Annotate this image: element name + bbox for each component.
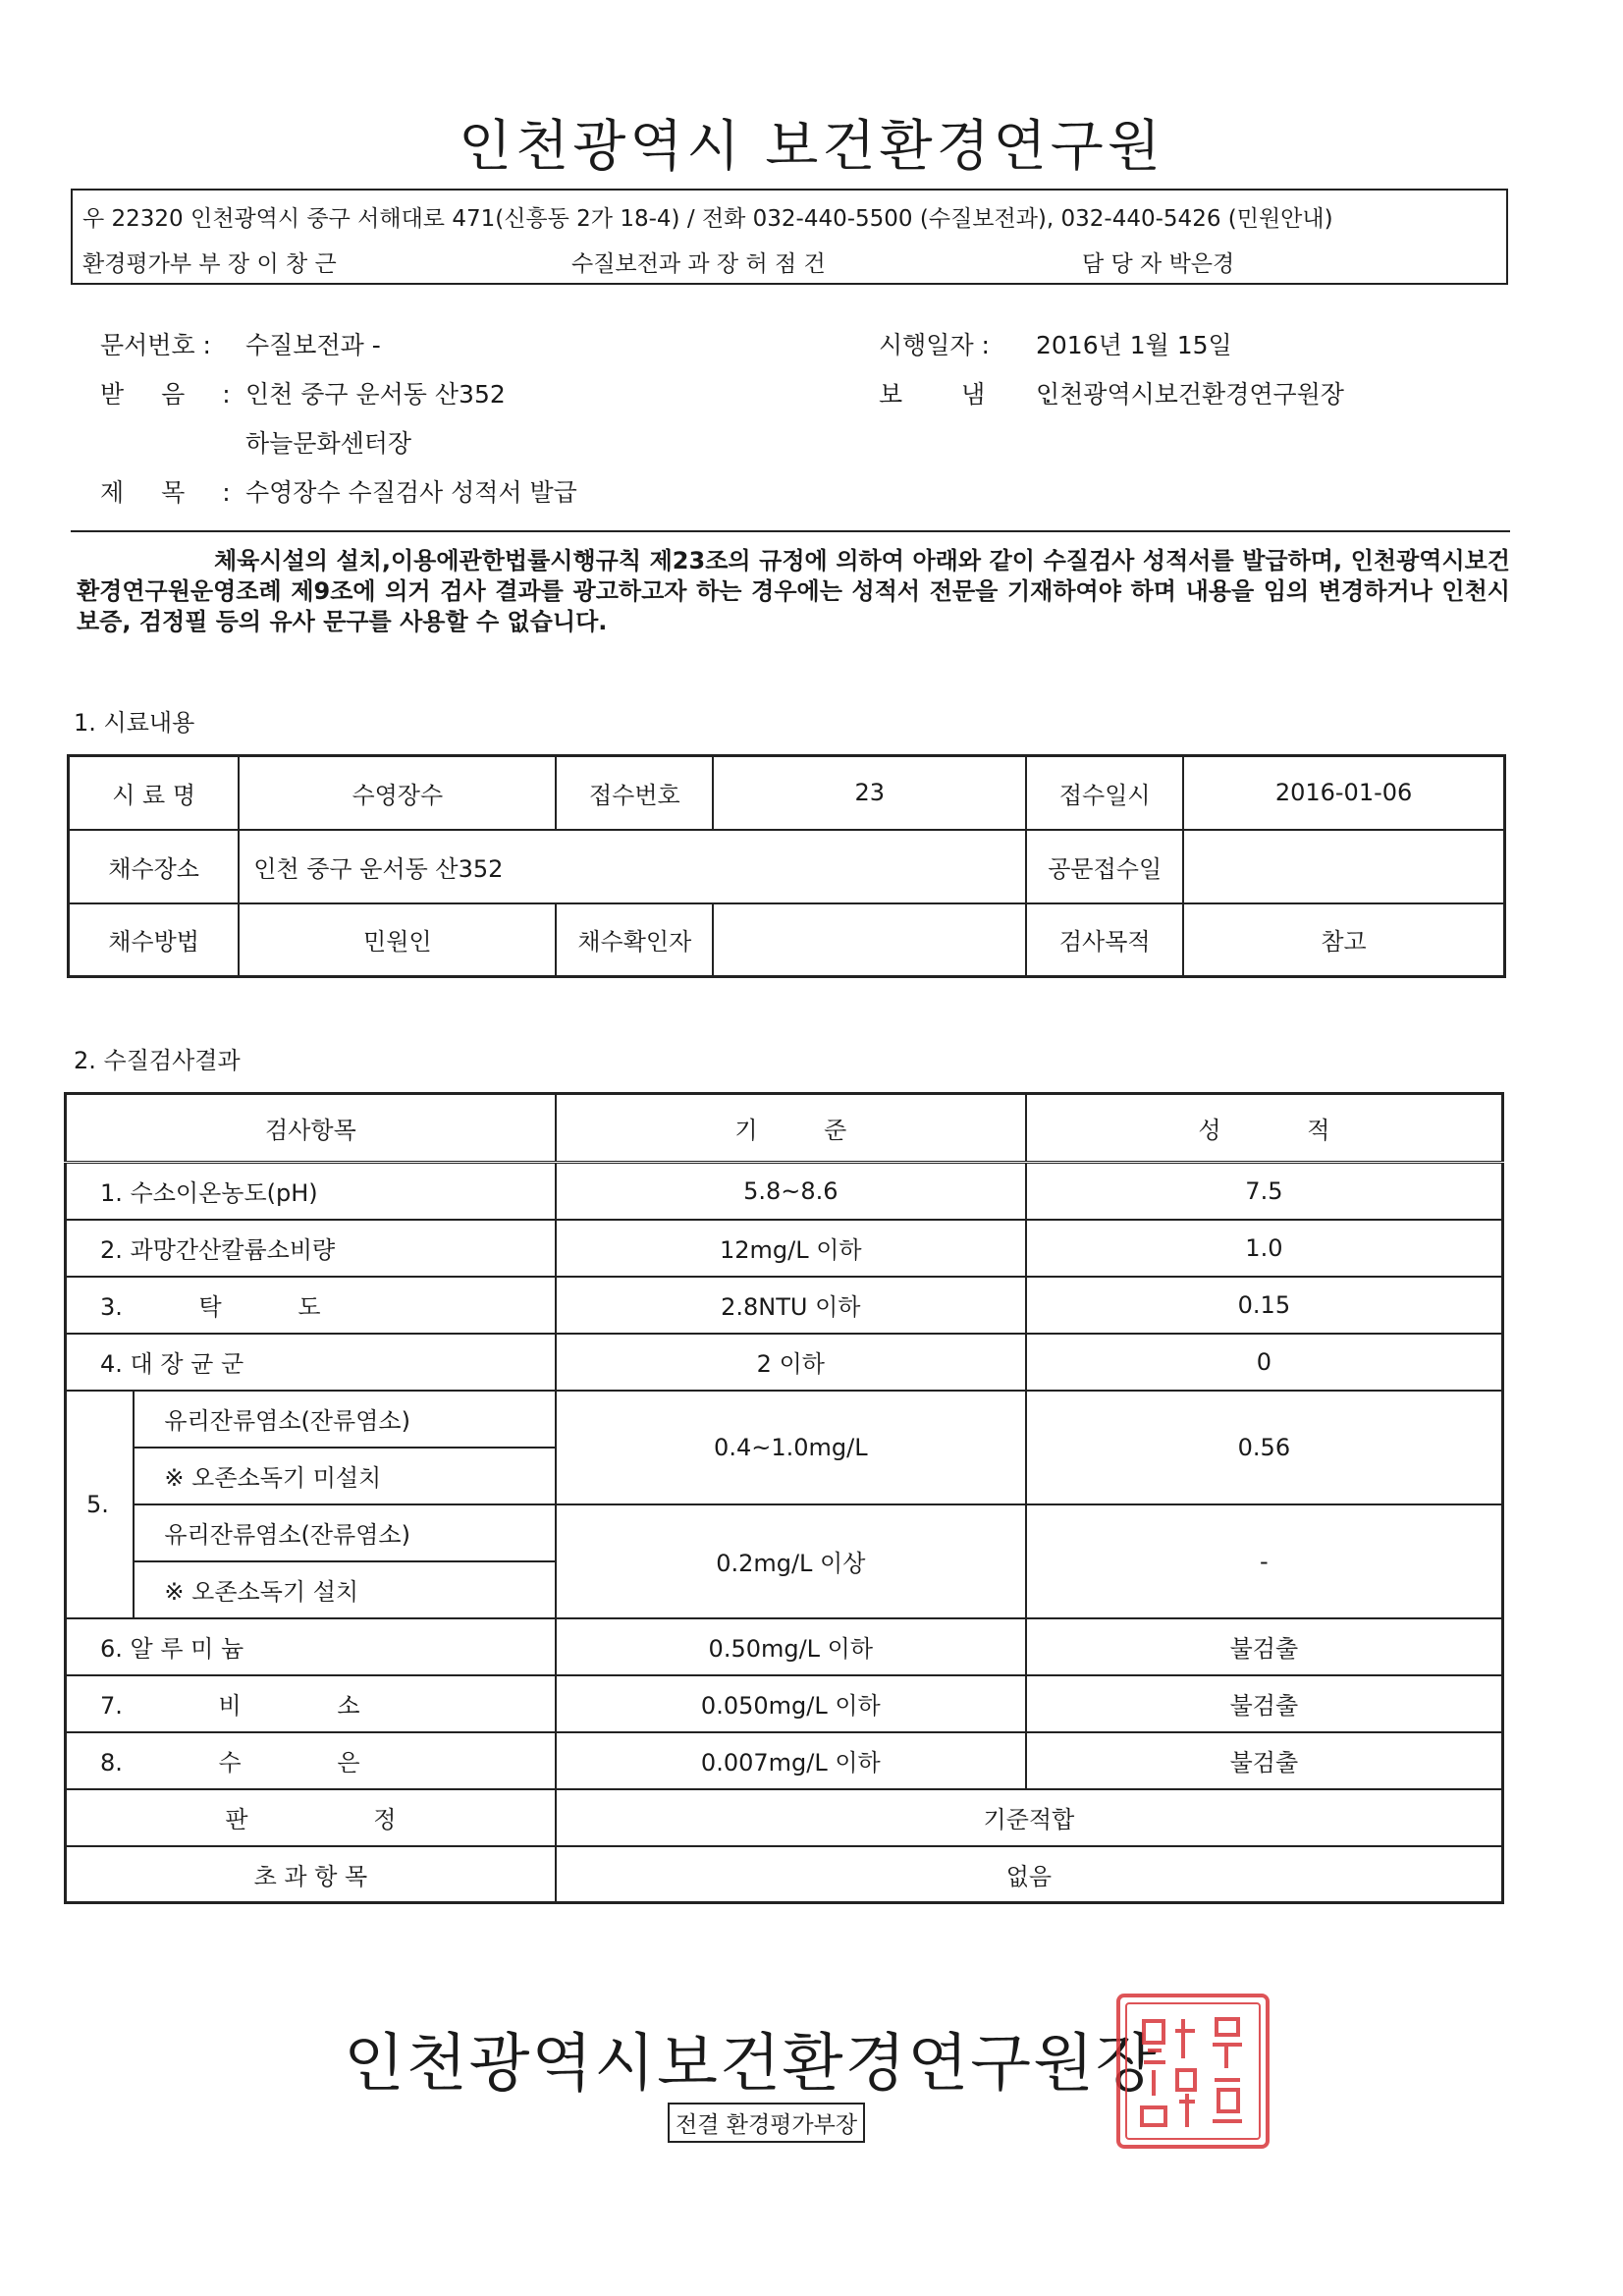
judgment-value: 기준적합 — [556, 1789, 1503, 1846]
notice-paragraph: 체육시설의 설치,이용에관한법률시행규칙 제23조의 규정에 의하여 아래와 같이 수질검사 성적서를 발급하며, 인천광역시보건환경연구원운영조례 제9조에 의거 검사 결과를 광고하고자 하는 경우에는 성적서 전문을 기재하여야 하며 내용을 임의 변경하거나 인천시보증, 검정필 등의 유사 문구를 사용할 수 없습니다. — [77, 547, 1510, 635]
table-row — [66, 1277, 1503, 1334]
official-date-label: 공문접수일 — [1026, 830, 1183, 903]
item-standard: 0.007mg/L 이하 — [556, 1732, 1026, 1789]
item-name: 4. 대 장 균 군 — [66, 1334, 556, 1391]
item-result: 0 — [1026, 1334, 1503, 1391]
table-row — [66, 1789, 1503, 1846]
dept-head: 환경평가부 부 장 이 창 근 — [82, 251, 337, 277]
table-row — [69, 830, 1505, 903]
official-seal-icon — [1114, 1992, 1271, 2151]
item-5b-note: ※ 오존소독기 설치 — [134, 1561, 555, 1618]
purpose-label: 검사목적 — [1026, 903, 1183, 977]
header-info-box — [71, 189, 1508, 285]
item-result: 불검출 — [1026, 1732, 1503, 1789]
table-row — [69, 756, 1505, 830]
item-5a-note: ※ 오존소독기 미설치 — [134, 1448, 555, 1504]
col-result-header: 성 적 — [1026, 1094, 1503, 1163]
table-row — [66, 1391, 1503, 1448]
item-5b-standard: 0.2mg/L 이상 — [556, 1504, 1026, 1618]
exceed-label: 초 과 항 목 — [66, 1846, 556, 1903]
item-standard: 5.8~8.6 — [556, 1163, 1026, 1220]
col-standard-header: 기 준 — [556, 1094, 1026, 1163]
document-title: 인천광역시 보건환경연구원 — [459, 115, 1164, 179]
subject-label: 제 목 : — [100, 478, 231, 507]
exceed-value: 없음 — [556, 1846, 1503, 1903]
sample-name-label: 시 료 명 — [69, 756, 240, 830]
item-name: 8. 수 은 — [66, 1732, 556, 1789]
from-label: 보 냄 : — [879, 380, 1053, 409]
item-5-number: 5. — [66, 1391, 135, 1618]
item-standard: 2.8NTU 이하 — [556, 1277, 1026, 1334]
table-row — [66, 1334, 1503, 1391]
confirmer-value — [713, 903, 1026, 977]
purpose-value: 참고 — [1183, 903, 1504, 977]
item-result: 불검출 — [1026, 1618, 1503, 1675]
confirmer-label: 채수확인자 — [556, 903, 713, 977]
table-row — [66, 1163, 1503, 1220]
item-name: 7. 비 소 — [66, 1675, 556, 1732]
item-result: 불검출 — [1026, 1675, 1503, 1732]
item-5b-result: - — [1026, 1504, 1503, 1618]
method-label: 채수방법 — [69, 903, 240, 977]
item-5a-standard: 0.4~1.0mg/L — [556, 1391, 1026, 1504]
item-standard: 12mg/L 이하 — [556, 1220, 1026, 1277]
doc-no-label: 문서번호 : — [100, 331, 211, 359]
table-row — [66, 1504, 1503, 1561]
section-head: 수질보전과 과 장 허 점 건 — [571, 251, 826, 277]
site-label: 채수장소 — [69, 830, 240, 903]
receipt-date-label: 접수일시 — [1026, 756, 1183, 830]
site-value: 인천 중구 운서동 산352 — [239, 830, 1026, 903]
table-row — [66, 1618, 1503, 1675]
table-row — [66, 1732, 1503, 1789]
delegation-box: 전결 환경평가부장 — [668, 2103, 865, 2143]
divider — [71, 530, 1510, 532]
table-row — [66, 1846, 1503, 1903]
item-result: 0.15 — [1026, 1277, 1503, 1334]
judgment-label: 판 정 — [66, 1789, 556, 1846]
doc-no-value: 수질보전과 - — [245, 331, 381, 359]
sample-name-value: 수영장수 — [239, 756, 556, 830]
to-value: 인천 중구 운서동 산352 — [245, 380, 506, 409]
sample-info-table — [67, 754, 1506, 978]
table-row — [66, 1220, 1503, 1277]
table-row — [69, 903, 1505, 977]
section-2-title: 2. 수질검사결과 — [74, 1047, 241, 1074]
item-result: 7.5 — [1026, 1163, 1503, 1220]
subject-value: 수영장수 수질검사 성적서 발급 — [245, 478, 577, 507]
item-name: 2. 과망간산칼륨소비량 — [66, 1220, 556, 1277]
table-row — [66, 1675, 1503, 1732]
col-item-header: 검사항목 — [66, 1094, 556, 1163]
item-standard: 0.50mg/L 이하 — [556, 1618, 1026, 1675]
results-table — [64, 1092, 1504, 1904]
item-name: 6. 알 루 미 늄 — [66, 1618, 556, 1675]
issuer-name: 인천광역시보건환경연구원장 — [344, 2028, 1159, 2101]
item-5a-result: 0.56 — [1026, 1391, 1503, 1504]
date-value: 2016년 1월 15일 — [1036, 331, 1232, 359]
item-standard: 0.050mg/L 이하 — [556, 1675, 1026, 1732]
to-value-line2: 하늘문화센터장 — [245, 429, 412, 458]
item-result: 1.0 — [1026, 1220, 1503, 1277]
date-label: 시행일자 : — [879, 331, 990, 359]
receipt-no-value: 23 — [713, 756, 1026, 830]
table-header-row — [66, 1094, 1503, 1163]
item-5a-name: 유리잔류염소(잔류염소) — [134, 1391, 555, 1448]
item-name: 3. 탁 도 — [66, 1277, 556, 1334]
official-date-value — [1183, 830, 1504, 903]
address-line: 우 22320 인천광역시 중구 서해대로 471(신흥동 2가 18-4) / 전화 032-440-5500 (수질보전과), 032-440-5426 (민원안내) — [82, 206, 1333, 232]
receipt-date-value: 2016-01-06 — [1183, 756, 1504, 830]
section-1-title: 1. 시료내용 — [74, 709, 195, 737]
from-value: 인천광역시보건환경연구원장 — [1036, 380, 1344, 409]
item-standard: 2 이하 — [556, 1334, 1026, 1391]
method-value: 민원인 — [239, 903, 556, 977]
to-label: 받 음 : — [100, 380, 231, 409]
item-name: 1. 수소이온농도(pH) — [66, 1163, 556, 1220]
staff-name: 담 당 자 박은경 — [1082, 251, 1235, 277]
item-5b-name: 유리잔류염소(잔류염소) — [134, 1504, 555, 1561]
receipt-no-label: 접수번호 — [556, 756, 713, 830]
